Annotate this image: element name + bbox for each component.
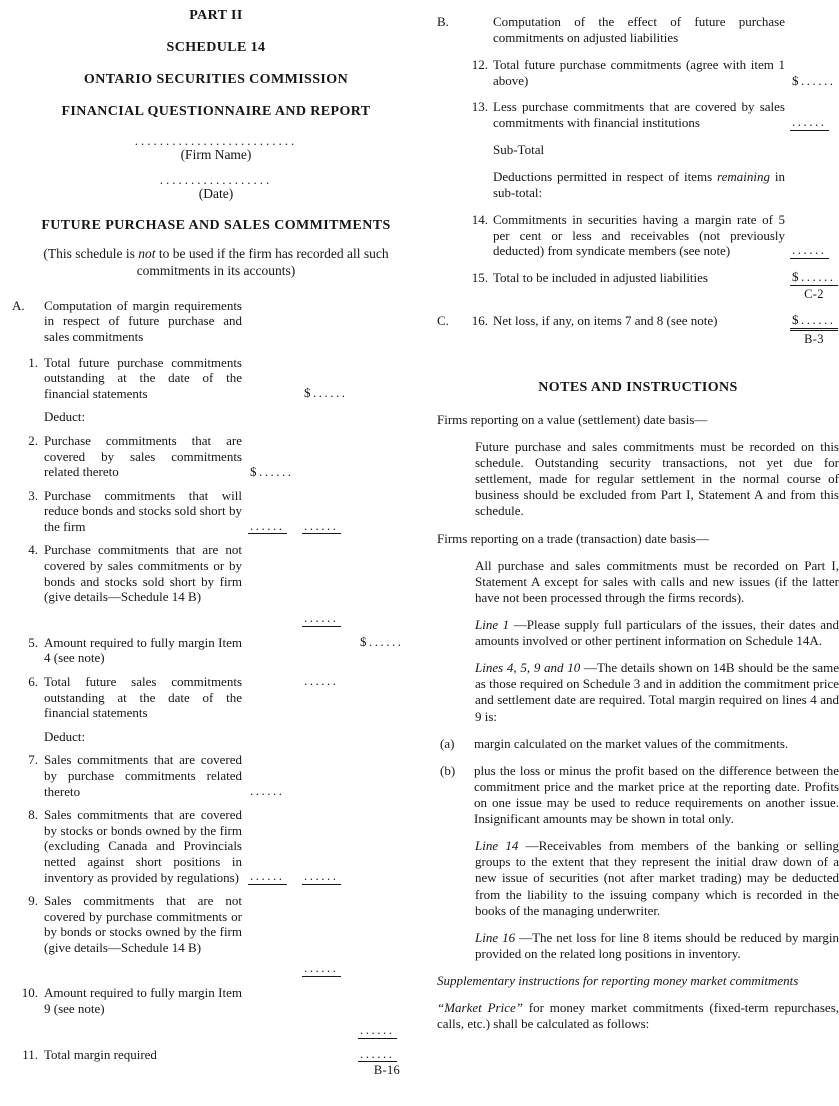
note-body: margin calculated on the market values of the commitments. [474, 735, 789, 751]
note-paragraph [437, 531, 839, 547]
dotted-amount-entry[interactable]: $...... [792, 269, 836, 285]
amount-field[interactable] [302, 611, 352, 627]
amount-field[interactable] [302, 869, 352, 885]
item-number: 15. [471, 270, 488, 286]
item-number: 12. [471, 56, 488, 72]
item-number: 7. [28, 752, 38, 768]
dotted-amount-entry[interactable]: ...... [304, 517, 339, 533]
note-paragraph [437, 439, 839, 520]
dotted-amount-entry[interactable]: $...... [790, 313, 838, 331]
left-column [12, 0, 420, 1086]
note-paragraph [437, 930, 839, 962]
form-item-row [12, 752, 420, 799]
item-text: Sales commitments that are covered by stocks or bonds owned by the firm (excluding Canada and Provincials netted against short positions in inventory as provided by regulations) [44, 807, 242, 885]
amount-only-row [12, 961, 420, 977]
date-dotted-line[interactable]: .................. [159, 172, 273, 187]
schedule-heading: SCHEDULE 14 [166, 40, 266, 55]
amount-field[interactable] [248, 519, 296, 535]
amount-field[interactable] [790, 74, 838, 89]
item-text: Commitments in securities having a margin rate of 5 per cent or less and receivables (not previously deducted) from syndicate members (see note) [493, 211, 785, 259]
subheading-row [437, 169, 839, 201]
amount-field[interactable] [790, 243, 838, 259]
note-marker: (a) [440, 735, 455, 751]
item-number: 6. [28, 673, 38, 689]
form-item-row [437, 99, 839, 131]
form-item-row [12, 893, 420, 955]
section-a-rows [12, 355, 420, 1078]
usage-note-italic: not [138, 246, 156, 261]
date-label: (Date) [198, 186, 234, 201]
reference-label: C-2 [804, 287, 824, 302]
firm-name-field [12, 133, 420, 163]
dotted-amount-entry[interactable]: ...... [792, 114, 827, 130]
note-body: for money market commitments (fixed-term repurchases, calls, etc.) shall be calculated as follows: [437, 1000, 839, 1032]
item-number: 4. [28, 542, 38, 558]
item-number: 1. [28, 354, 38, 370]
dotted-amount-entry[interactable]: ...... [304, 672, 339, 688]
dotted-amount-entry[interactable]: $...... [250, 463, 294, 479]
item-text: Sub-Total [493, 142, 545, 158]
amount-field[interactable] [248, 465, 296, 480]
dotted-amount-entry[interactable]: $...... [304, 385, 348, 401]
note-paragraph [437, 412, 839, 428]
note-body: All purchase and sales commitments must be recorded on Part I, Statement A except for sales with calls and new issues (if the latter have not been processed through the firms records). [475, 557, 839, 605]
amount-only-row [12, 611, 420, 627]
note-paragraph [437, 617, 839, 649]
note-paragraph [437, 736, 839, 752]
note-lead-italic: Lines 4, 5, 9 and 10 [475, 660, 581, 676]
form-item-row [437, 270, 839, 301]
right-column [437, 0, 839, 1043]
note-lead-italic: Line 14 [475, 838, 519, 854]
note-paragraph [437, 1000, 839, 1032]
item-number: 10. [21, 985, 38, 1001]
org-heading: ONTARIO SECURITIES COMMISSION [83, 72, 349, 87]
note-lead-italic: Line 1 [475, 617, 510, 633]
note-body: —Please supply full particulars of the issues, their dates and amounts involved or other pertinent information on Schedule 14A. [475, 617, 839, 649]
item-text: Amount required to fully margin Item 4 (see note) [44, 634, 242, 666]
item-number: 2. [28, 432, 38, 448]
form-item-row [12, 355, 420, 402]
reference-label: B-16 [373, 1063, 401, 1078]
item-text: Net loss, if any, on items 7 and 8 (see note) [493, 312, 718, 328]
section-b-label: B. [437, 14, 449, 29]
item-text: Deduct: [44, 728, 86, 744]
dotted-amount-entry[interactable]: ...... [250, 868, 285, 884]
amount-field[interactable] [358, 1047, 416, 1078]
item-text: Total future purchase commitments outstanding at the date of the financial statements [44, 354, 242, 401]
amount-field[interactable] [302, 961, 352, 977]
form-item-row [12, 635, 420, 666]
form-item-row [437, 212, 839, 260]
report-title: FINANCIAL QUESTIONNAIRE AND REPORT [61, 104, 371, 119]
form-item-row [12, 488, 420, 535]
item-text: Deductions permitted in respect of items remaining in sub-total: [493, 169, 785, 200]
item-number: 8. [28, 807, 38, 823]
item-number: 11. [22, 1046, 38, 1062]
note-paragraph [437, 973, 839, 989]
item-number: 16. [471, 312, 488, 328]
item-text: Sales commitments that are not covered by purchase commitments or by bonds or stocks owned by the firm (give details—Schedule 14 B) [44, 893, 242, 955]
note-body: plus the loss or minus the profit based on the difference between the commitment price and the market price at the reporting date. Profits on one issue may be used to reduce requirements on another issue. Insignificant amounts may be shown in total only. [474, 762, 839, 827]
firm-name-label: (Firm Name) [180, 147, 252, 162]
dotted-amount-entry[interactable]: ...... [304, 960, 339, 976]
usage-note-text: to be used if the firm has recorded all such commitments in its accounts) [136, 246, 389, 278]
notes-paragraphs [437, 412, 839, 1032]
amount-field[interactable] [302, 519, 352, 535]
subheading-row [12, 409, 420, 425]
item-number: 3. [28, 487, 38, 503]
item-text: Amount required to fully margin Item 9 (see note) [44, 985, 242, 1016]
date-field [12, 172, 420, 202]
section-b-heading-text: Computation of the effect of future purchase commitments on adjusted liabilities [493, 14, 785, 45]
subheading-row [12, 729, 420, 745]
note-body: Supplementary instructions for reporting money market commitments [437, 973, 799, 988]
amount-field[interactable] [358, 635, 416, 650]
form-item-row [437, 313, 839, 346]
amount-only-row [12, 1023, 420, 1039]
note-paragraph [437, 763, 839, 827]
section-a-heading-text: Computation of margin requirements in respect of future purchase and sales commitments [44, 297, 242, 344]
amount-field[interactable] [248, 869, 296, 885]
dotted-amount-entry[interactable]: $...... [792, 72, 836, 88]
note-body: —Receivables from members of the banking or selling groups to the extent that they represent the initial draw down of a new issue of securities (not after market trading) may be deducted from the liability to the issuing company which is recorded in the books of the managing underwriter. [475, 838, 839, 918]
item-text: Purchase commitments that are not covered by sales commitments or by bonds and stocks sold short by firm (give details—Schedule 14 B) [44, 542, 242, 605]
notes-section [437, 380, 839, 1032]
dotted-amount-entry[interactable]: ...... [304, 868, 339, 884]
form-title: FUTURE PURCHASE AND SALES COMMITMENTS [41, 218, 391, 233]
item-text: Total margin required [44, 1046, 157, 1062]
section-b-heading [437, 14, 839, 46]
item-text: Deduct: [44, 409, 86, 425]
dotted-amount-entry[interactable]: ...... [360, 1045, 395, 1061]
notes-title: NOTES AND INSTRUCTIONS [538, 379, 738, 395]
item-text: Total future sales commitments outstanding at the date of the financial statements [44, 673, 242, 721]
item-text: Less purchase commitments that are covered by sales commitments with financial institutions [493, 99, 785, 131]
item-number: 13. [471, 99, 488, 115]
note-lead-italic: “Market Price” [437, 1000, 523, 1016]
note-paragraph [437, 558, 839, 606]
amount-field[interactable] [248, 784, 296, 799]
dotted-amount-entry[interactable]: $...... [360, 633, 404, 649]
firm-name-dotted-line[interactable]: .......................... [134, 133, 298, 148]
note-paragraph [437, 838, 839, 919]
form-item-row [12, 807, 420, 885]
note-body: —The details shown on 14B should be the same as those required on Schedule 3 and in addition the commitment price and settlement date are required. Total margin required on lines 4 and 9 is: [475, 660, 839, 724]
dotted-amount-entry[interactable]: ...... [250, 517, 285, 533]
usage-note [16, 246, 416, 280]
item-number: 14. [471, 211, 488, 227]
note-body: Future purchase and sales commitments must be recorded on this schedule. Outstanding security transactions, not yet due for settlement, made for regular settlement in the normal course of business should be excluded from Part I, Statement A and from this schedule. [475, 439, 839, 519]
note-body: —The net loss for line 8 items should be reduced by margin provided on the related long positions in inventory. [475, 929, 839, 961]
form-item-row [12, 985, 420, 1016]
section-a-heading [12, 298, 420, 345]
section-label: C. [437, 312, 449, 328]
amount-field[interactable] [302, 386, 352, 401]
item-number: 5. [28, 634, 38, 650]
item-text: Sales commitments that are covered by purchase commitments related thereto [44, 752, 242, 799]
dotted-amount-entry[interactable]: ...... [360, 1021, 395, 1037]
dotted-amount-entry[interactable]: ...... [304, 609, 339, 625]
form-item-row [12, 674, 420, 721]
section-b-rows [437, 57, 839, 346]
subheading-row [437, 142, 839, 158]
amount-field[interactable] [302, 674, 352, 689]
dotted-amount-entry[interactable]: ...... [792, 242, 827, 258]
amount-field[interactable] [790, 313, 838, 346]
form-item-row [437, 57, 839, 89]
item-text: Purchase commitments that will reduce bonds and stocks sold short by the firm [44, 487, 242, 534]
item-text: Total to be included in adjusted liabilities [493, 270, 708, 286]
reference-label: B-3 [804, 331, 824, 346]
form-item-row [12, 433, 420, 480]
note-paragraph [437, 660, 839, 724]
item-text: Total future purchase commitments (agree with item 1 above) [493, 56, 785, 88]
usage-note-text: (This schedule is [43, 246, 139, 261]
note-lead-italic: Line 16 [475, 929, 516, 945]
form-item-row [12, 1047, 420, 1078]
note-body: Firms reporting on a value (settlement) date basis— [437, 411, 708, 427]
amount-field[interactable] [358, 1023, 416, 1039]
item-number: 9. [28, 893, 38, 909]
item-text: Purchase commitments that are covered by sales commitments related thereto [44, 432, 242, 480]
amount-field[interactable] [790, 115, 838, 131]
section-a-label: A. [12, 297, 25, 313]
note-marker: (b) [440, 762, 456, 778]
note-body: Firms reporting on a trade (transaction) date basis— [437, 530, 709, 546]
dotted-amount-entry[interactable]: ...... [250, 783, 285, 799]
form-item-row [12, 542, 420, 604]
amount-field[interactable] [790, 270, 838, 301]
part-heading: PART II [189, 8, 243, 23]
